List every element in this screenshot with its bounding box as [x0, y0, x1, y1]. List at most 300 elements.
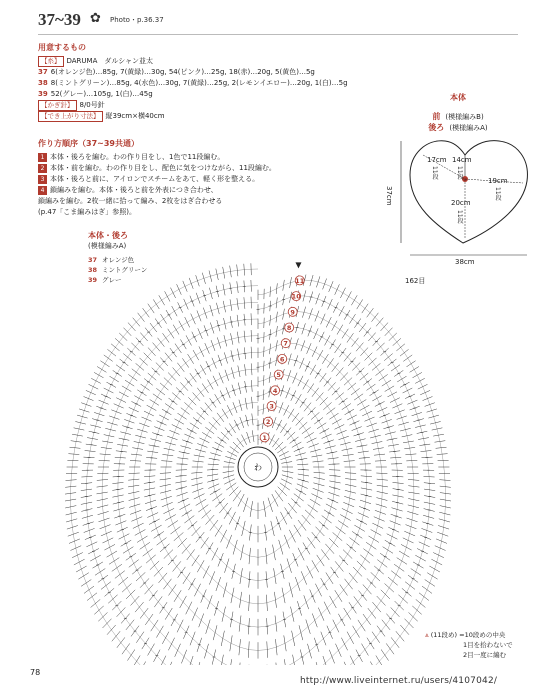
stitch-mark [229, 659, 231, 665]
stitch-mark [335, 344, 341, 353]
stitch-mark [103, 619, 112, 628]
stitch-mark [158, 338, 165, 347]
stitch-mark [374, 517, 385, 522]
stitch-mark [397, 558, 407, 565]
stitch-mark [312, 388, 319, 397]
decrease-symbol-icon: ⩓ [425, 631, 429, 639]
stitch-mark [389, 333, 397, 341]
stitch-mark [239, 400, 242, 411]
stitch-mark [363, 614, 371, 625]
stitch-mark [81, 580, 91, 587]
stitch-mark [329, 538, 338, 547]
stitch-mark [145, 614, 153, 625]
stitch-mark [135, 530, 146, 536]
stitch-mark [425, 403, 435, 407]
back-note: (模様編みA) [449, 124, 488, 132]
stitch-mark [379, 374, 388, 380]
stitch-mark [279, 402, 283, 413]
stitch-mark [342, 329, 348, 339]
dim-right: 19cm [488, 177, 508, 185]
stitch-mark [370, 435, 381, 438]
stitch-mark [343, 502, 354, 507]
stitch-mark [208, 484, 219, 489]
stitch-mark [222, 607, 226, 622]
stitch-mark [305, 510, 314, 519]
stitch-mark [372, 632, 380, 643]
stitch-mark [224, 318, 227, 329]
stitch-mark [221, 655, 224, 665]
stitch-mark [215, 525, 222, 537]
stitch-mark [387, 534, 398, 540]
stitch-mark [216, 269, 219, 280]
stitch-mark [269, 435, 274, 445]
stitch-mark [147, 405, 157, 410]
stitch-mark [147, 513, 158, 518]
stitch-mark [372, 523, 383, 528]
stitch-mark [221, 530, 227, 543]
stitch-mark [128, 374, 137, 380]
stitch-mark [124, 328, 132, 336]
stitch-mark [397, 416, 407, 420]
stitch-mark [99, 460, 110, 461]
stitch-mark [317, 350, 323, 360]
stitch-mark [392, 404, 402, 408]
stitch-mark [307, 566, 313, 579]
stitch-mark [250, 501, 253, 517]
stitch-mark [227, 405, 232, 415]
stitch-mark [111, 344, 120, 351]
stitch-mark [72, 553, 83, 558]
stitch-mark [360, 373, 368, 380]
stitch-mark [165, 291, 170, 301]
stitch-mark [204, 644, 208, 659]
stitch-mark [90, 555, 101, 561]
stitch-mark [241, 545, 244, 561]
stitch-mark [230, 447, 239, 454]
stitch-mark [428, 415, 439, 418]
stitch-mark [332, 419, 341, 424]
stitch-mark [216, 577, 221, 591]
material-text: 52(グレー)…105g, 1(白)…45g [50, 90, 153, 98]
step-num: 3 [38, 175, 47, 184]
stitch-mark [145, 585, 154, 595]
stitch-mark [199, 614, 204, 628]
front-label: 前 [432, 112, 441, 121]
stitch-mark [302, 427, 311, 434]
stitch-mark [99, 400, 109, 404]
stitch-mark [298, 376, 303, 386]
stitch-mark [139, 662, 146, 666]
stitch-mark [190, 423, 199, 429]
stitch-mark [322, 434, 332, 439]
legend-text: オレンジ色 [102, 256, 135, 264]
stitch-mark [189, 278, 193, 289]
stitch-mark [206, 515, 215, 525]
stitch-mark [196, 662, 200, 665]
stitch-mark [150, 323, 157, 332]
stitch-mark [115, 338, 123, 345]
stitch-mark [406, 525, 417, 529]
stitch-mark [174, 590, 181, 602]
stitch-mark [303, 380, 309, 390]
stitch-mark [301, 571, 307, 584]
stitch-mark [136, 572, 145, 581]
stitch-mark [137, 536, 147, 543]
stitch-mark [316, 662, 320, 665]
stitch-mark [317, 423, 326, 429]
stitch-mark [110, 376, 119, 382]
yarn-tag: 【糸】 [38, 56, 64, 67]
stitch-mark [297, 484, 308, 489]
stitch-mark [134, 396, 143, 401]
stitch-mark [354, 394, 363, 400]
stitch-mark [315, 311, 319, 322]
stitch-mark [435, 546, 446, 551]
material-num: 37 [38, 68, 48, 76]
stitch-mark [350, 538, 360, 546]
row-number: 8 [286, 324, 292, 332]
stitch-mark [264, 361, 265, 371]
stitch-mark [137, 429, 147, 432]
stitch-mark [109, 416, 119, 420]
schematic-diagram [395, 125, 545, 265]
stitch-mark [84, 397, 94, 401]
stitch-mark [384, 354, 393, 361]
stitch-mark [138, 313, 145, 322]
stitch-mark [144, 353, 152, 361]
header-divider [38, 34, 518, 35]
stitch-mark [240, 592, 242, 608]
stitch-mark [366, 542, 376, 549]
stitch-mark [421, 528, 432, 532]
row-number: 1 [262, 433, 267, 442]
stitch-mark [169, 585, 177, 596]
legend-num: 38 [88, 266, 98, 274]
stitch-mark [354, 596, 362, 607]
stitch-mark [393, 338, 401, 345]
stitch-mark [186, 335, 192, 345]
stitch-mark [316, 293, 320, 304]
stitch-mark [304, 595, 309, 609]
stitch-mark [119, 534, 130, 540]
stitch-mark [376, 318, 383, 327]
method-step [38, 152, 378, 163]
stitch-mark [197, 412, 205, 419]
stitch-mark [74, 559, 85, 565]
stitch-mark [209, 271, 212, 282]
stitch-mark [227, 451, 237, 456]
stitch-mark [233, 402, 237, 413]
stitch-mark [427, 409, 437, 412]
stitch-mark [375, 510, 386, 514]
stitch-mark [293, 655, 296, 665]
stitch-mark [112, 631, 120, 641]
stitch-mark [197, 388, 204, 397]
stitch-mark [197, 560, 204, 572]
stitch-mark [101, 531, 112, 536]
stitch-mark [114, 404, 124, 408]
stitch-mark [171, 288, 176, 298]
step-text: 本体・前を編む。わの作り目をし、配色に気をつけながら、11段編む。 [50, 164, 276, 172]
method-cont: (p.47「こま編みはぎ」参照)。 [38, 208, 137, 216]
stitch-mark [125, 380, 134, 386]
stitch-mark [329, 413, 338, 419]
dim-height: 37cm [385, 186, 393, 206]
stitch-mark [396, 631, 404, 641]
stitch-mark [239, 663, 240, 665]
stitch-mark [217, 413, 224, 422]
stitch-mark [356, 343, 363, 352]
stitch-mark [357, 561, 366, 570]
stitch-mark [386, 643, 394, 654]
stitch-mark [184, 402, 192, 409]
stitch-mark [372, 602, 381, 612]
stitch-mark [219, 373, 223, 384]
stitch-mark [398, 422, 408, 425]
stitch-mark [188, 354, 194, 364]
stitch-mark [346, 291, 351, 301]
stitch-mark [325, 446, 335, 449]
stitch-mark [142, 417, 152, 421]
stitch-mark [107, 625, 116, 635]
stitch-mark [211, 340, 215, 351]
stitch-mark [273, 545, 276, 561]
stitch-mark [192, 608, 198, 621]
stitch-mark [205, 403, 212, 412]
stitch-mark [360, 555, 370, 563]
stitch-mark [99, 518, 110, 522]
stitch-mark [135, 435, 146, 438]
stitch-mark [381, 590, 390, 599]
step-num: 2 [38, 164, 47, 173]
method-cont: 鎖編みを編む。2枚一緒に拾って編み、2枚をはぎ合わせる [38, 197, 223, 205]
material-line-38 [38, 78, 368, 89]
stitch-mark [377, 560, 387, 568]
stitch-mark [119, 392, 129, 397]
method-step [38, 163, 378, 174]
stitch-mark [328, 492, 339, 496]
stitch-mark [154, 427, 164, 431]
stitch-mark [81, 403, 91, 407]
stitch-mark [375, 461, 386, 462]
stitch-mark [148, 373, 156, 380]
row-number: 10 [291, 292, 301, 301]
step-text: 本体・後ろと前に、アイロンでスチームをあて、軽く形を整える。 [50, 175, 260, 183]
stitch-mark [165, 442, 175, 445]
stitch-mark [298, 548, 304, 561]
stitch-mark [305, 432, 314, 438]
stitch-mark [401, 544, 412, 550]
stitch-mark [79, 409, 89, 412]
stitch-mark [129, 473, 140, 474]
stitch-mark [312, 614, 317, 628]
stitch-mark [226, 387, 230, 398]
stitch-mark [205, 427, 214, 434]
method-section [38, 138, 378, 218]
stitch-mark [390, 521, 401, 525]
stitch-mark [308, 384, 314, 393]
stitch-mark [264, 347, 265, 357]
stitch-mark [344, 608, 351, 620]
stitch-mark [196, 293, 200, 304]
stitch-mark [382, 380, 391, 386]
stitch-mark [367, 384, 376, 390]
page-number: 78 [30, 668, 41, 677]
stitch-mark [306, 620, 311, 634]
stitch-mark [215, 442, 224, 447]
stitch-mark [322, 516, 332, 524]
stitch-mark [424, 476, 435, 477]
stitch-mark [162, 632, 169, 644]
stitch-mark [117, 607, 126, 616]
stitch-mark [188, 397, 196, 405]
stitch-mark [328, 299, 333, 310]
stitch-mark [169, 430, 179, 434]
stitch-mark [104, 388, 114, 393]
stitch-mark [240, 417, 244, 428]
stitch-mark [237, 438, 244, 447]
dim-right-rows: 11段 [494, 187, 501, 201]
stitch-mark [279, 451, 289, 456]
stitch-mark [175, 419, 184, 424]
stitch-mark [385, 584, 394, 593]
stitch-mark [122, 584, 131, 593]
stitch-mark [176, 470, 187, 471]
stitch-mark [399, 551, 409, 557]
stitch-mark [210, 323, 214, 334]
row-number: 11 [295, 276, 305, 285]
stitch-mark [336, 644, 342, 657]
photo-reference: Photo・p.36.37 [110, 16, 164, 24]
stitch-mark [371, 572, 380, 581]
stitch-mark [287, 370, 291, 381]
dim-mid: 14cm [452, 156, 472, 164]
stitch-mark [161, 314, 167, 324]
stitch-mark [429, 566, 440, 572]
stitch-mark [400, 349, 409, 356]
stitch-mark [294, 525, 301, 537]
stitch-mark [225, 559, 230, 573]
stitch-mark [136, 363, 144, 370]
stitch-mark [357, 299, 363, 309]
stitch-mark [175, 344, 181, 353]
stitch-mark [70, 546, 81, 551]
stitch-mark [215, 394, 221, 404]
stitch-mark [351, 388, 360, 395]
stitch-mark [369, 429, 379, 432]
stitch-mark [416, 599, 426, 607]
stitch-mark [340, 585, 348, 596]
stitch-mark [422, 586, 432, 593]
stitch-mark [339, 436, 349, 440]
stitch-mark [275, 616, 277, 632]
stitch-mark [212, 358, 217, 369]
header-band [30, 6, 510, 32]
stitch-mark [150, 400, 159, 406]
stitch-mark [140, 358, 148, 366]
stitch-mark [194, 494, 205, 499]
stitch-mark [162, 502, 173, 507]
stitch-mark [159, 295, 165, 305]
stitch-mark [159, 573, 168, 583]
stitch-mark [327, 358, 333, 367]
stitch-mark [216, 303, 219, 314]
stitch-mark [133, 318, 140, 327]
stitch-mark [131, 596, 140, 606]
stitch-mark [84, 586, 94, 593]
stitch-mark [184, 299, 189, 310]
stitch-mark [118, 577, 128, 585]
footnote-line: 2目一度に編む [463, 651, 507, 659]
stitch-mark [233, 540, 237, 555]
stitch-mark [283, 280, 285, 291]
stitch-mark [318, 608, 324, 621]
stitch-mark [385, 432, 396, 435]
stitch-mark [208, 380, 214, 390]
stitch-mark [335, 393, 343, 400]
stitch-mark [284, 659, 286, 665]
stitch-mark [190, 632, 195, 646]
stitch-mark [320, 373, 327, 382]
stitch-mark [165, 353, 172, 362]
stitch-mark [362, 411, 372, 416]
stitch-mark [122, 386, 131, 392]
stitch-mark [150, 561, 159, 570]
stitch-mark [198, 505, 208, 512]
stitch-mark [368, 358, 376, 366]
stitch-mark [377, 343, 385, 351]
stitch-mark [98, 612, 107, 621]
stitch-mark [213, 376, 218, 386]
stitch-mark [166, 662, 172, 665]
stitch-mark [358, 620, 365, 631]
stitch-mark [383, 547, 393, 554]
stitch-mark [338, 521, 348, 528]
stitch-mark [184, 516, 194, 524]
stitch-mark [164, 378, 172, 386]
stitch-mark [124, 419, 134, 423]
pattern-numbers: 37~39 [38, 10, 81, 29]
material-text: 8(ミントグリーン)…85g, 4(水色)…30g, 7(黄緑)…25g, 2(レモンイエロー)…20g, 1(白)…5g [50, 79, 348, 87]
stitch-mark [329, 650, 334, 664]
stitch-mark [141, 384, 150, 390]
stitch-mark [163, 333, 170, 342]
stitch-mark [362, 304, 368, 313]
stitch-mark [295, 577, 300, 591]
stitch-mark [272, 494, 278, 507]
stitch-mark [104, 544, 115, 550]
stitch-mark [357, 400, 366, 406]
stitch-mark [193, 350, 199, 360]
stitch-mark [77, 415, 88, 418]
stitch-mark [409, 612, 418, 621]
stitch-mark [226, 483, 236, 490]
stitch-mark [182, 544, 191, 554]
stitch-mark [101, 582, 111, 590]
stitch-mark [430, 422, 441, 425]
back-label: 後ろ [428, 123, 445, 132]
stitch-mark [81, 476, 92, 477]
stitch-mark [140, 542, 150, 549]
stitch-mark [369, 536, 379, 543]
hook-value: 8/0号針 [79, 101, 105, 109]
stitch-mark [284, 405, 289, 415]
stitch-mark [177, 620, 183, 633]
stitch-mark [205, 343, 210, 354]
stitch-mark [181, 408, 190, 415]
stitch-mark [200, 438, 210, 443]
stitch-mark [327, 408, 336, 415]
